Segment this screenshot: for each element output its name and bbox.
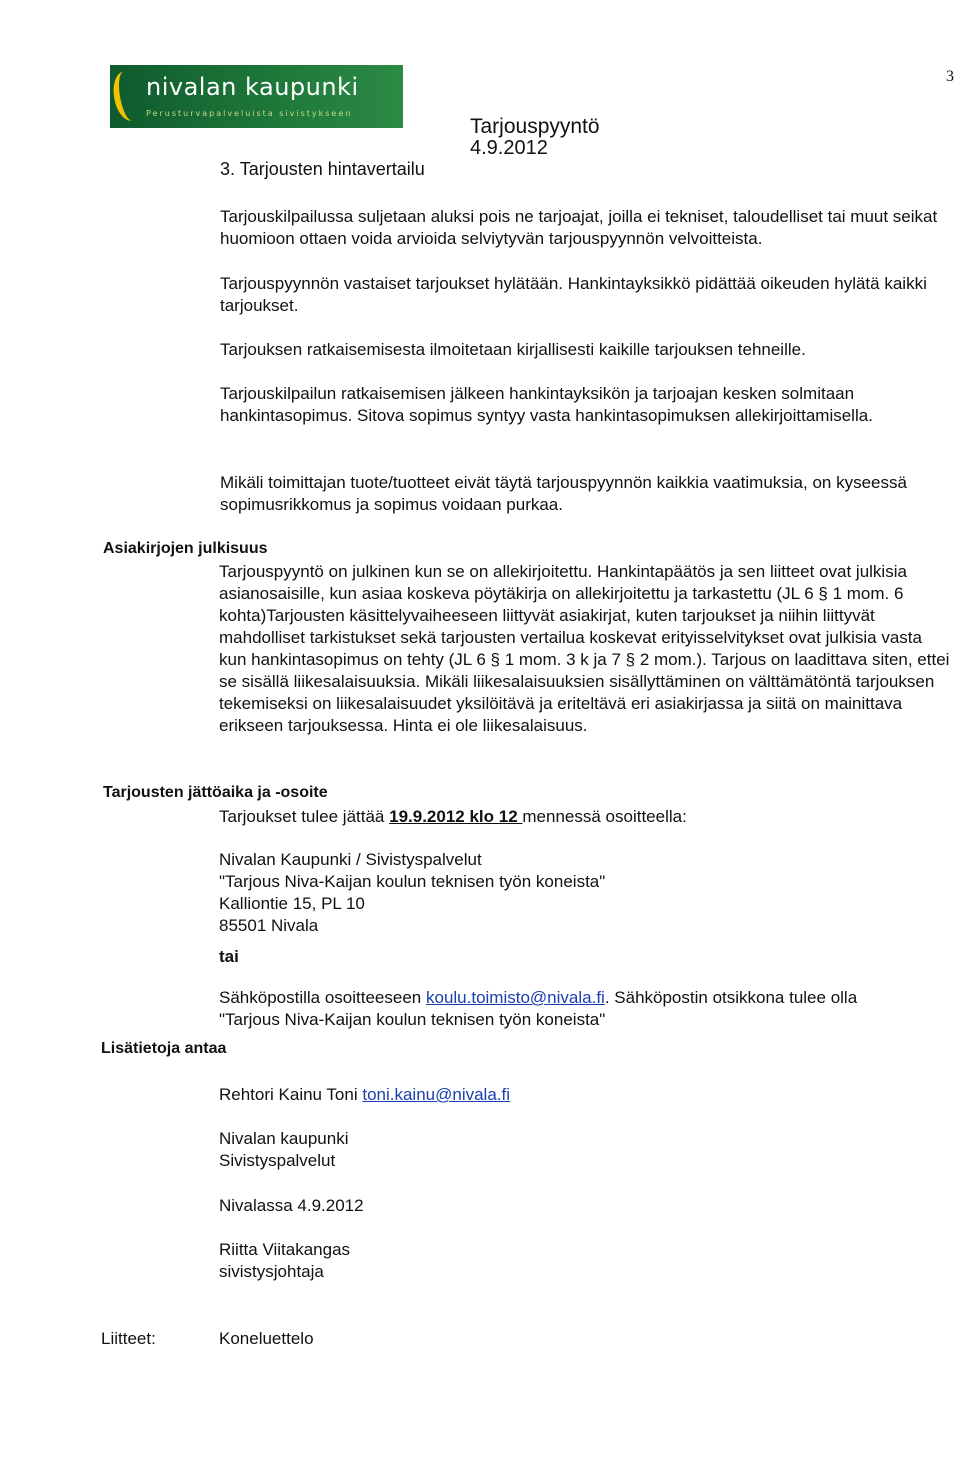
email-intro: Sähköpostilla osoitteeseen bbox=[219, 988, 426, 1007]
paragraph-exclusion: Tarjouskilpailussa suljetaan aluksi pois ne tarjoajat, joilla ei tekniset, taloudelliset tai muut seikat huomioon ottaen voida arvioida selviytyvän tarjouspyynnön velvoitteista. bbox=[220, 207, 938, 248]
deadline-outro: mennessä osoitteella: bbox=[522, 807, 687, 826]
document-date: 4.9.2012 bbox=[470, 137, 548, 159]
signature-place-date: Nivalassa 4.9.2012 bbox=[219, 1196, 364, 1215]
paragraph-contract: Tarjouskilpailun ratkaisemisen jälkeen hankintayksikön ja tarjoajan kesken solmitaan hankintasopimus. Sitova sopimus syntyy vasta hankintasopimuksen allekirjoittamisella. bbox=[220, 384, 873, 425]
signature-title: sivistysjohtaja bbox=[219, 1262, 324, 1281]
address-line-2: "Tarjous Niva-Kaijan koulun teknisen työn koneista" bbox=[219, 872, 606, 891]
org-line-2: Sivistyspalvelut bbox=[219, 1151, 336, 1170]
contact-name: Rehtori Kainu Toni bbox=[219, 1085, 363, 1104]
attachments-value: Koneluettelo bbox=[219, 1329, 314, 1348]
logo-text: nivalan kaupunki bbox=[146, 73, 359, 101]
email-link-office[interactable]: koulu.toimisto@nivala.fi bbox=[425, 988, 605, 1007]
deadline-date: 19.9.2012 klo 12 bbox=[389, 807, 523, 826]
address-line-3: Kalliontie 15, PL 10 bbox=[219, 894, 365, 913]
email-outro: . Sähköpostin otsikkona tulee olla bbox=[604, 988, 858, 1007]
signature-name: Riitta Viitakangas bbox=[219, 1240, 351, 1259]
heading-lisatietoja: Lisätietoja antaa bbox=[101, 1040, 227, 1057]
address-line-4: 85501 Nivala bbox=[219, 916, 319, 935]
city-logo bbox=[110, 65, 403, 128]
logo-swoosh-icon bbox=[110, 69, 146, 123]
contact-line bbox=[219, 1084, 510, 1106]
deadline-intro: Tarjoukset tulee jättää bbox=[219, 807, 390, 826]
deadline-line bbox=[219, 806, 687, 828]
page-number: 3 bbox=[946, 68, 954, 85]
or-separator: tai bbox=[219, 947, 239, 966]
org-line-1: Nivalan kaupunki bbox=[219, 1129, 349, 1148]
email-subject: "Tarjous Niva-Kaijan koulun teknisen työn koneista" bbox=[219, 1010, 606, 1029]
section-title: 3. Tarjousten hintavertailu bbox=[220, 159, 425, 179]
attachments-label: Liitteet: bbox=[101, 1329, 156, 1348]
email-line bbox=[219, 987, 857, 1009]
email-link-contact[interactable]: toni.kainu@nivala.fi bbox=[362, 1085, 511, 1104]
document-type: Tarjouspyyntö bbox=[470, 115, 600, 138]
heading-jattoaika: Tarjousten jättöaika ja -osoite bbox=[103, 784, 328, 801]
paragraph-rejection: Tarjouspyynnön vastaiset tarjoukset hylätään. Hankintayksikkö pidättää oikeuden hylätä kaikki tarjoukset. bbox=[220, 274, 927, 315]
heading-asiakirjojen-julkisuus: Asiakirjojen julkisuus bbox=[103, 540, 268, 557]
paragraph-breach: Mikäli toimittajan tuote/tuotteet eivät täytä tarjouspyynnön kaikkia vaatimuksia, on kyseessä sopimusrikkomus ja sopimus voidaan purkaa. bbox=[220, 473, 907, 514]
address-line-1: Nivalan Kaupunki / Sivistyspalvelut bbox=[219, 850, 482, 869]
logo-tagline: Perusturvapalveluista sivistykseen bbox=[146, 109, 353, 118]
paragraph-publicity: Tarjouspyyntö on julkinen kun se on allekirjoitettu. Hankintapäätös ja sen liitteet ovat julkisia asianosaisille, kun asiaa koskeva pöytäkirja on allekirjoitettu ja tarkastettu (JL 6 § 1 mom. 6 kohta)Tarjousten käsittelyvaiheeseen liittyvät asiakirjat, kuten tarjoukset ja niihin liittyvät mahdolliset tarkistukset sekä tarjousten vertailua koskevat erityisselvitykset ovat julkisia vasta kun hankintasopimus on tehty (JL 6 § 1 mom. 3 k ja 7 § 2 mom.). Tarjous on laadittava siten, ettei se sisällä liikesalaisuuksia. Mikäli liikesalaisuuksien sisällyttäminen on välttämätöntä tarjouksen tekemiseksi on liikesalaisuudet yksilöitävä ja eriteltävä eri asiakirjassa ja siitä on mainittava erikseen tarjouksessa. Hinta ei ole liikesalaisuus. bbox=[219, 562, 950, 735]
paragraph-notification: Tarjouksen ratkaisemisesta ilmoitetaan kirjallisesti kaikille tarjouksen tehneille. bbox=[220, 340, 806, 359]
